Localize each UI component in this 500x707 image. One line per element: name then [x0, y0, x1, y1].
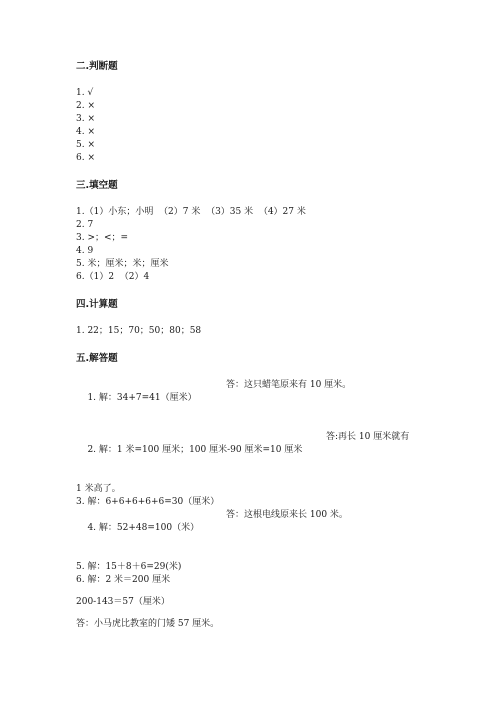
word-problem-6: 6. 解：2 米＝200 厘米 — [76, 575, 171, 585]
calculation-answer-1: 1. 22；15；70；50；80；58 — [76, 326, 202, 336]
word-problem-6-answer: 答：小马虎比教室的门矮 57 厘米。 — [76, 619, 220, 629]
word-problem-1-answer: 答：这只蜡笔原来有 10 厘米。 — [226, 380, 352, 390]
section-title-calculation: 四.计算题 — [76, 299, 118, 310]
judgement-answer-1: 1. √ — [76, 88, 94, 98]
word-problem-6-calculation: 200-143＝57（厘米） — [76, 597, 170, 607]
word-problem-3: 3. 解：6+6+6+6+6=30（厘米） — [76, 497, 220, 507]
judgement-answer-6: 6. × — [76, 153, 95, 163]
word-problem-5: 5. 解：15＋8＋6=29(米) — [76, 562, 182, 572]
word-problem-2-solution: 2. 解：1 米=100 厘米；100 厘米-90 厘米=10 厘米 — [87, 445, 303, 455]
fill-blank-answer-4: 4. 9 — [76, 246, 94, 256]
fill-blank-answer-6: 6.（1）2 （2）4 — [76, 272, 150, 282]
word-problem-1-solution: 1. 解：34+7=41（厘米） — [87, 393, 197, 403]
word-problem-4 — [76, 509, 436, 561]
section-title-judgement: 二.判断题 — [76, 61, 118, 72]
fill-blank-answer-2: 2. 7 — [76, 220, 94, 230]
section-title-word-problems: 五.解答题 — [76, 353, 118, 364]
judgement-answer-3: 3. × — [76, 114, 95, 124]
word-problem-2-continued: 1 米高了。 — [76, 484, 121, 494]
word-problem-2 — [76, 431, 436, 483]
judgement-answer-4: 4. × — [76, 127, 95, 137]
judgement-answer-2: 2. × — [76, 101, 95, 111]
word-problem-4-answer: 答：这根电线原来长 100 米。 — [226, 510, 348, 520]
judgement-answer-5: 5. × — [76, 140, 95, 150]
fill-blank-answer-5: 5. 米；厘米；米；厘米 — [76, 259, 169, 269]
answer-sheet — [76, 60, 436, 631]
word-problem-2-answer: 答:再长 10 厘米就有 — [326, 432, 410, 442]
section-title-fill-blank: 三.填空题 — [76, 180, 118, 191]
word-problem-4-solution: 4. 解：52+48=100（米） — [87, 523, 200, 533]
word-problem-1 — [76, 379, 436, 431]
fill-blank-answer-3: 3. >；<；= — [76, 233, 129, 243]
fill-blank-answer-1: 1.（1）小东；小明 （2）7 米 （3）35 米 （4）27 米 — [76, 207, 306, 217]
